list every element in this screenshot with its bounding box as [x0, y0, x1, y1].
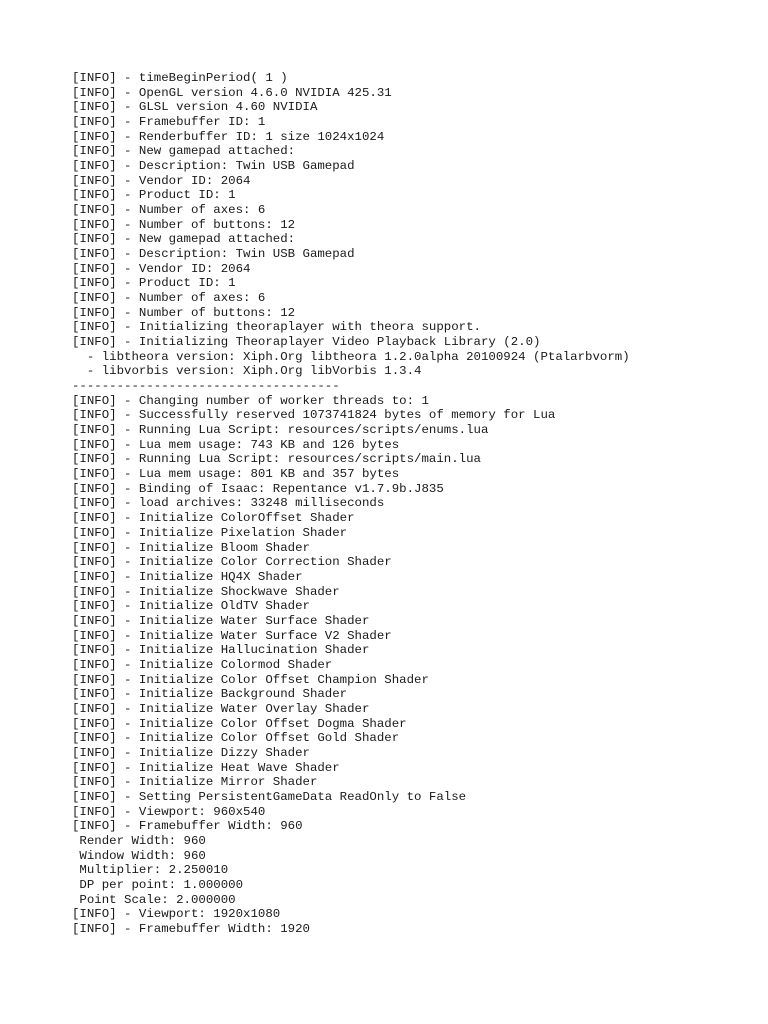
- log-line: [INFO] - Framebuffer Width: 960: [72, 819, 303, 834]
- log-line: Point Scale: 2.000000: [72, 892, 236, 907]
- log-line: [INFO] - Initialize Color Offset Dogma Shader: [72, 716, 407, 731]
- log-line: [INFO] - Initialize Shockwave Shader: [72, 584, 340, 599]
- log-line: [INFO] - Running Lua Script: resources/scripts/enums.lua: [72, 423, 489, 438]
- log-line: [INFO] - Running Lua Script: resources/scripts/main.lua: [72, 452, 481, 467]
- log-line: Window Width: 960: [72, 848, 206, 863]
- log-line: [INFO] - Initialize Mirror Shader: [72, 775, 318, 790]
- log-line: [INFO] - New gamepad attached:: [72, 232, 296, 247]
- log-line: [INFO] - Initialize Hallucination Shader: [72, 643, 370, 658]
- log-line: [INFO] - Description: Twin USB Gamepad: [72, 159, 355, 174]
- log-line: [INFO] - Renderbuffer ID: 1 size 1024x1024: [72, 129, 385, 144]
- log-line: [INFO] - Product ID: 1: [72, 188, 236, 203]
- log-line: [INFO] - New gamepad attached:: [72, 144, 296, 159]
- log-line: [INFO] - Number of axes: 6: [72, 203, 266, 218]
- log-line: [INFO] - Initialize OldTV Shader: [72, 599, 310, 614]
- log-line: [INFO] - Description: Twin USB Gamepad: [72, 247, 355, 262]
- log-line: [INFO] - Viewport: 960x540: [72, 804, 266, 819]
- log-line: [INFO] - Initialize Color Offset Champion Shader: [72, 672, 429, 687]
- log-line: [INFO] - timeBeginPeriod( 1 ): [72, 71, 288, 85]
- log-line: ------------------------------------: [72, 379, 340, 394]
- log-line: [INFO] - Initialize HQ4X Shader: [72, 569, 303, 584]
- log-line: [INFO] - load archives: 33248 milliseconds: [72, 496, 385, 511]
- log-line: - libtheora version: Xiph.Org libtheora 1.2.0alpha 20100924 (Ptalarbvorm): [72, 349, 630, 364]
- log-line: [INFO] - Framebuffer ID: 1: [72, 115, 266, 130]
- log-line: [INFO] - Initialize Color Correction Shader: [72, 555, 392, 570]
- log-line: DP per point: 1.000000: [72, 877, 244, 892]
- log-line: - libvorbis version: Xiph.Org libVorbis 1.3.4: [72, 364, 422, 379]
- log-line: [INFO] - Number of buttons: 12: [72, 217, 296, 232]
- log-line: [INFO] - Vendor ID: 2064: [72, 173, 251, 188]
- log-line: [INFO] - Successfully reserved 1073741824 bytes of memory for Lua: [72, 408, 556, 423]
- log-line: [INFO] - Binding of Isaac: Repentance v1.7.9b.J835: [72, 481, 444, 496]
- log-line: [INFO] - Initialize Water Surface Shader: [72, 613, 370, 628]
- log-line: [INFO] - Initializing Theoraplayer Video Playback Library (2.0): [72, 335, 541, 350]
- log-line: [INFO] - Initialize Heat Wave Shader: [72, 760, 340, 775]
- log-line: [INFO] - Framebuffer Width: 1920: [72, 921, 310, 936]
- log-line: [INFO] - Initialize Background Shader: [72, 687, 348, 702]
- log-line: [INFO] - OpenGL version 4.6.0 NVIDIA 425.31: [72, 85, 392, 100]
- log-line: [INFO] - Number of axes: 6: [72, 291, 266, 306]
- log-line: [INFO] - Viewport: 1920x1080: [72, 907, 281, 922]
- log-output: [72, 71, 752, 937]
- log-line: [INFO] - Initialize Water Overlay Shader: [72, 701, 370, 716]
- log-line: [INFO] - Number of buttons: 12: [72, 305, 296, 320]
- log-line: [INFO] - Vendor ID: 2064: [72, 261, 251, 276]
- log-line: [INFO] - Lua mem usage: 801 KB and 357 bytes: [72, 467, 400, 482]
- log-line: [INFO] - Product ID: 1: [72, 276, 236, 291]
- log-line: [INFO] - Changing number of worker threads to: 1: [72, 393, 429, 408]
- log-line: [INFO] - Initialize Water Surface V2 Shader: [72, 628, 392, 643]
- log-line: [INFO] - GLSL version 4.60 NVIDIA: [72, 100, 318, 115]
- log-line: Render Width: 960: [72, 833, 206, 848]
- log-line: [INFO] - Initialize Color Offset Gold Shader: [72, 731, 400, 746]
- log-line: Multiplier: 2.250010: [72, 863, 229, 878]
- log-line: [INFO] - Setting PersistentGameData ReadOnly to False: [72, 789, 467, 804]
- log-line: [INFO] - Initialize Dizzy Shader: [72, 745, 310, 760]
- log-line: [INFO] - Initialize ColorOffset Shader: [72, 511, 355, 526]
- log-line: [INFO] - Initialize Bloom Shader: [72, 540, 310, 555]
- log-line: [INFO] - Initialize Colormod Shader: [72, 657, 333, 672]
- log-line: [INFO] - Initialize Pixelation Shader: [72, 525, 348, 540]
- log-line: [INFO] - Initializing theoraplayer with theora support.: [72, 320, 481, 335]
- log-line: [INFO] - Lua mem usage: 743 KB and 126 bytes: [72, 437, 400, 452]
